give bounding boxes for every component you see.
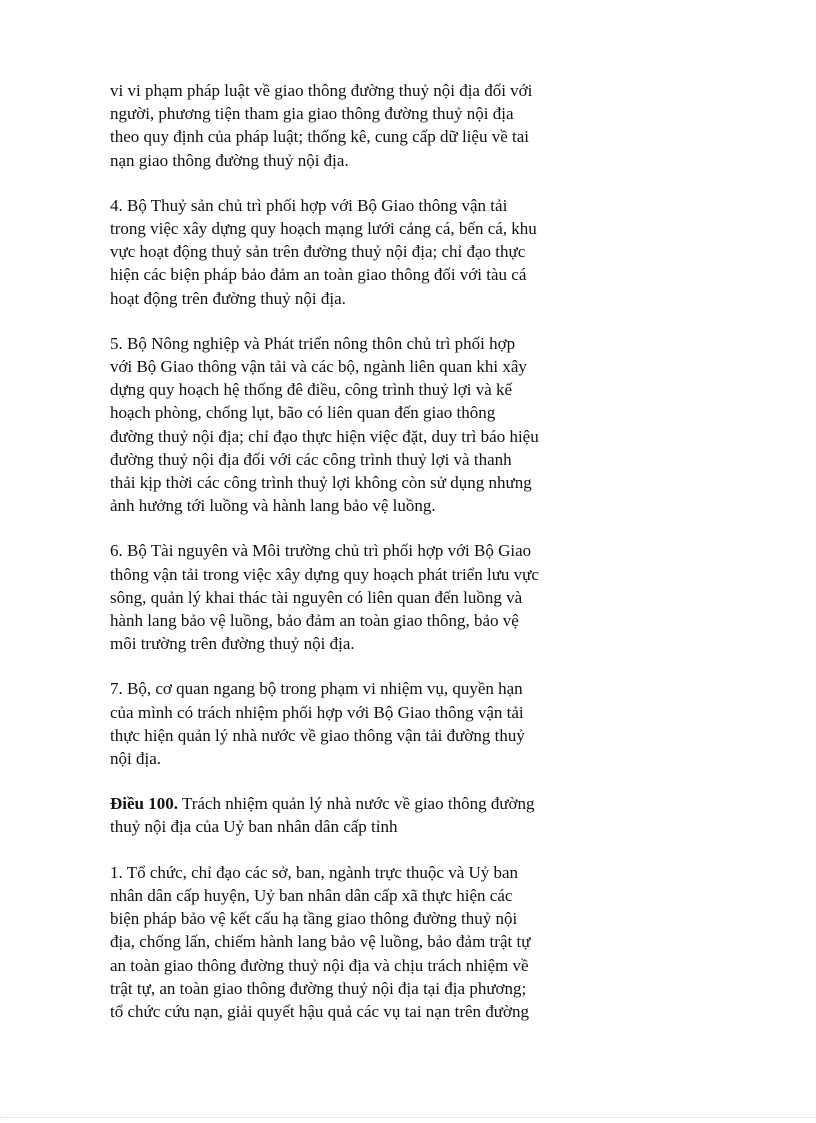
text-line: hoạt động trên đường thuỷ nội địa. — [110, 288, 346, 308]
text-line: nạn giao thông đường thuỷ nội địa. — [110, 150, 349, 170]
text-line: 1. Tổ chức, chỉ đạo các sở, ban, ngành trực thuộc và Uỷ ban — [110, 862, 519, 882]
text-line: 5. Bộ Nông nghiệp và Phát triển nông thôn chủ trì phối hợp — [110, 333, 516, 353]
text-line: hành lang bảo vệ luồng, bảo đảm an toàn giao thông, bảo vệ — [110, 611, 519, 631]
text-line: tổ chức cứu nạn, giải quyết hậu quả các vụ tai nạn trên đường — [110, 1001, 529, 1021]
text-line: đường thuỷ nội địa; chỉ đạo thực hiện việc đặt, duy trì báo hiệu — [110, 426, 539, 446]
paragraph-clause-4 — [110, 194, 600, 310]
text-line: sông, quản lý khai thác tài nguyên có liên quan đến luồng và — [110, 587, 523, 607]
text-line: thực hiện quản lý nhà nước về giao thông vận tải đường thuỷ — [110, 725, 525, 745]
text-line: biện pháp bảo vệ kết cấu hạ tầng giao thông đường thuỷ nội — [110, 909, 518, 929]
article-title: Trách nhiệm quản lý nhà nước về giao thông đường — [178, 794, 535, 814]
text-line: nhân dân cấp huyện, Uỷ ban nhân dân cấp xã thực hiện các — [110, 885, 513, 905]
text-line: 6. Bộ Tài nguyên và Môi trường chủ trì phối hợp với Bộ Giao — [110, 541, 532, 561]
text-line: địa, chống lấn, chiếm hành lang bảo vệ luồng, bảo đảm trật tự — [110, 932, 531, 952]
document-page — [110, 79, 600, 1045]
paragraph-article-100-clause-1 — [110, 861, 600, 1023]
text-line: với Bộ Giao thông vận tải và các bộ, ngành liên quan khi xây — [110, 357, 527, 377]
paragraph-clause-7 — [110, 677, 600, 770]
text-line: hiện các biện pháp bảo đảm an toàn giao thông đối với tàu cá — [110, 265, 527, 285]
text-line: trật tự, an toàn giao thông đường thuỷ nội địa tại địa phương; — [110, 978, 527, 998]
page-bottom-divider — [0, 1117, 816, 1118]
text-line: dựng quy hoạch hệ thống đê điều, công trình thuỷ lợi và kế — [110, 380, 513, 400]
article-title-continued: thuỷ nội địa của Uỷ ban nhân dân cấp tỉnh — [110, 817, 398, 837]
text-line: đường thuỷ nội địa đối với các công trình thuỷ lợi và thanh — [110, 449, 512, 469]
text-line: người, phương tiện tham gia giao thông đường thuỷ nội địa — [110, 104, 514, 124]
text-line: của mình có trách nhiệm phối hợp với Bộ Giao thông vận tải — [110, 702, 524, 722]
text-line: vi vi phạm pháp luật về giao thông đường thuỷ nội địa đối với — [110, 81, 533, 100]
article-heading-line — [110, 792, 600, 815]
text-line: hoạch phòng, chống lụt, bão có liên quan đến giao thông — [110, 403, 496, 423]
text-line: thải kịp thời các công trình thuỷ lợi không còn sử dụng nhưng — [110, 473, 532, 493]
paragraph-clause-6 — [110, 539, 600, 655]
paragraph-clause-5 — [110, 332, 600, 518]
text-line: ảnh hưởng tới luồng và hành lang bảo vệ luồng. — [110, 496, 436, 516]
text-line: trong việc xây dựng quy hoạch mạng lưới cảng cá, bến cá, khu — [110, 219, 537, 239]
article-number: Điều 100. — [110, 794, 178, 814]
text-line: 4. Bộ Thuỷ sản chủ trì phối hợp với Bộ Giao thông vận tải — [110, 195, 508, 215]
text-line: 7. Bộ, cơ quan ngang bộ trong phạm vi nhiệm vụ, quyền hạn — [110, 679, 523, 699]
text-line: thông vận tải trong việc xây dựng quy hoạch phát triển lưu vực — [110, 564, 539, 584]
text-line: vực hoạt động thuỷ sản trên đường thuỷ nội địa; chỉ đạo thực — [110, 242, 526, 262]
text-line: an toàn giao thông đường thuỷ nội địa và chịu trách nhiệm về — [110, 955, 529, 975]
text-line: theo quy định của pháp luật; thống kê, cung cấp dữ liệu về tai — [110, 127, 529, 147]
article-heading — [110, 792, 600, 838]
text-line: môi trường trên đường thuỷ nội địa. — [110, 634, 355, 654]
text-line: nội địa. — [110, 749, 161, 769]
paragraph-continuation — [110, 79, 600, 172]
